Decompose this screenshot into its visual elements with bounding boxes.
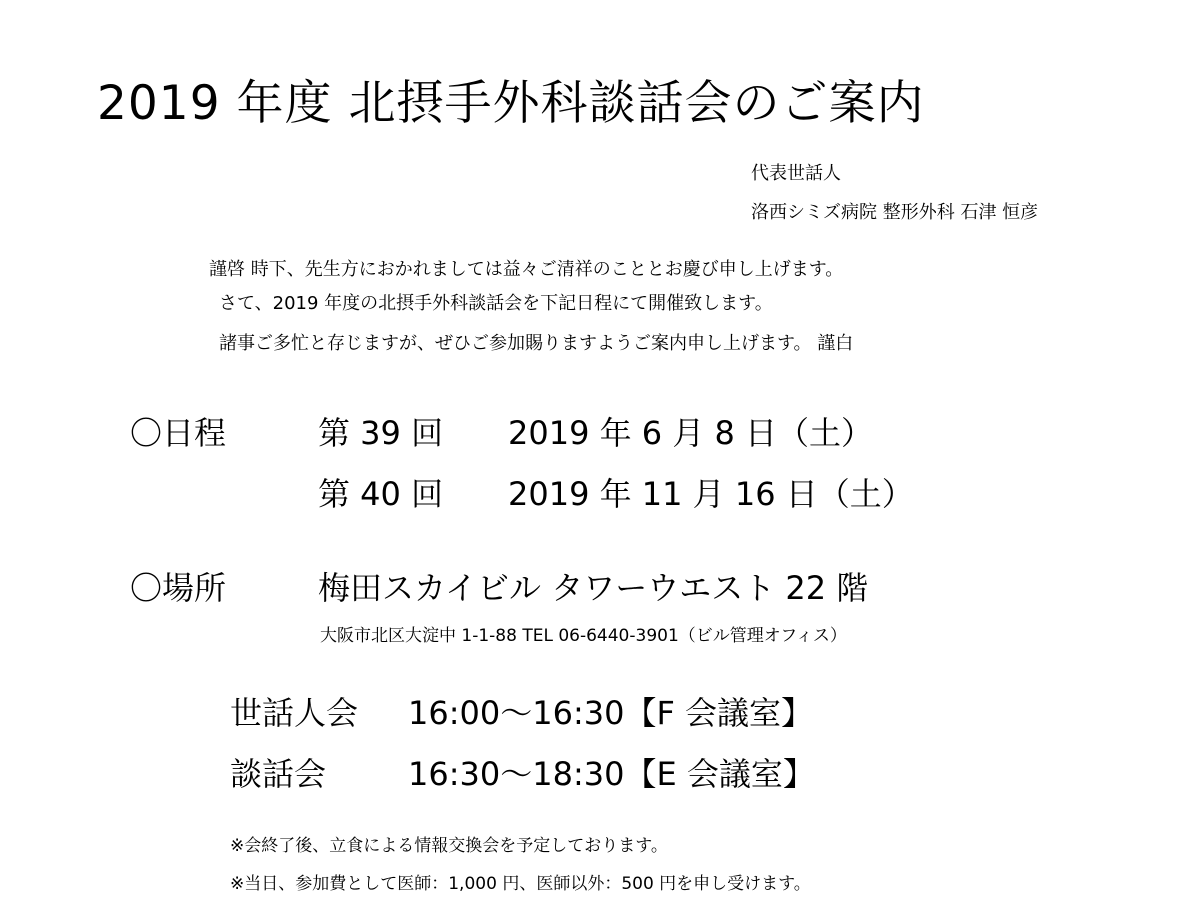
session-label: 世話人会 [230,694,359,732]
schedule-label: 〇日程 [130,414,227,452]
greeting-line-3: 諸事ご多忙と存じますが、ぜひご参加賜りますようご案内申し上げます。 謹白 [219,333,854,354]
schedule-item-number: 第 40 回 [318,475,444,513]
session-label: 談話会 [230,755,327,793]
note-line: ※会終了後、立食による情報交換会を予定しております。 [230,836,668,856]
organizer-role: 代表世話人 [751,163,841,184]
document-title: 2019 年度 北摂手外科談話会のご案内 [97,76,925,131]
place-label: 〇場所 [130,569,227,607]
place-name: 梅田スカイビル タワーウエスト 22 階 [318,569,869,607]
note-line: ※当日、参加費として医師：1,000 円、医師以外：500 円を申し受けます。 [230,874,811,894]
schedule-item-date: 2019 年 6 月 8 日（土） [508,414,874,452]
greeting-line-1: 謹啓 時下、先生方におかれましては益々ご清祥のこととお慶び申し上げます。 [209,259,844,280]
session-time: 16:30～18:30【E 会議室】 [408,755,815,793]
session-time: 16:00～16:30【F 会議室】 [408,694,814,732]
organizer-name: 洛西シミズ病院 整形外科 石津 恒彦 [751,202,1039,223]
schedule-item-number: 第 39 回 [318,414,444,452]
schedule-item-date: 2019 年 11 月 16 日（土） [508,475,914,513]
place-address: 大阪市北区大淀中 1-1-88 TEL 06-6440-3901（ビル管理オフィス） [320,626,847,646]
greeting-line-2: さて、2019 年度の北摂手外科談話会を下記日程にて開催致します。 [219,293,773,314]
